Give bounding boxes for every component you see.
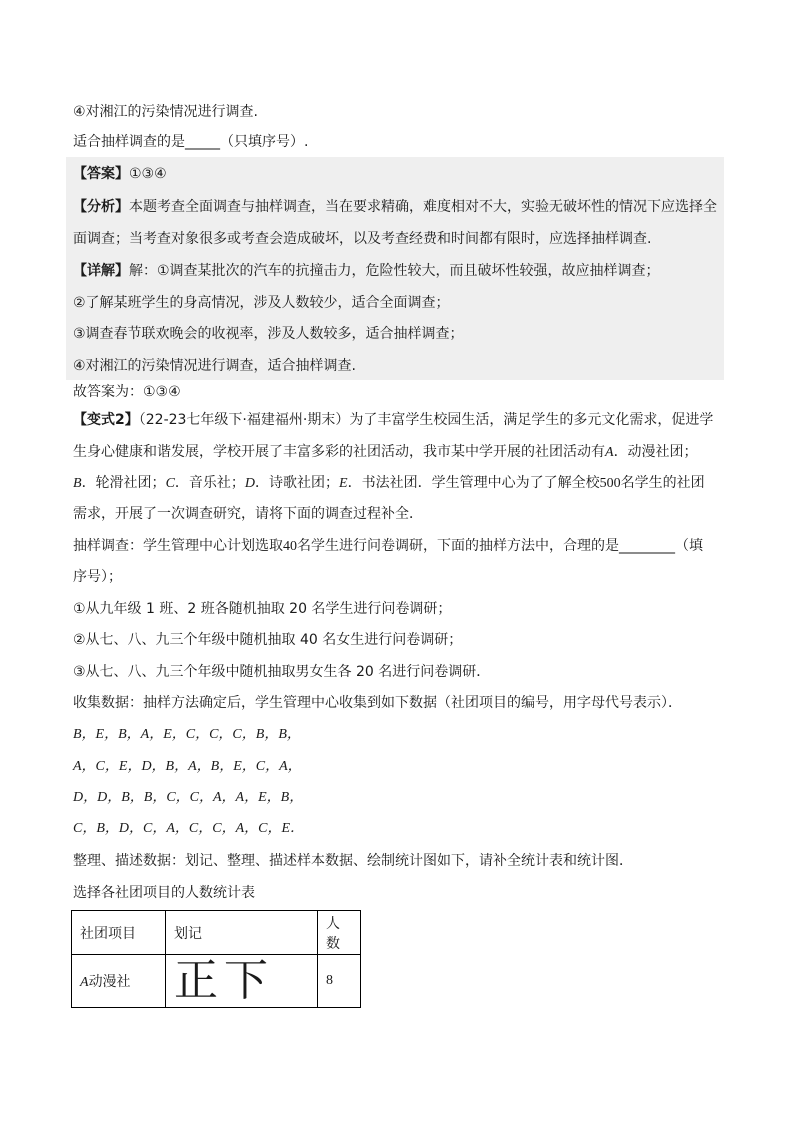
conclusion-line: 故答案为：①③④ [73,384,181,400]
sampling-text-post: 名学生进行问卷调研，下面的抽样方法中，合理的是________（填 [297,538,703,554]
option-2: ②从七、八、九三个年级中随机抽取 40 名女生进行问卷调研； [73,632,463,648]
club-b-name: ．轮滑社团； [81,475,166,491]
variant-line-4: 需求，开展了一次调查研究，请将下面的调查过程补全． [73,506,423,522]
table-header-row [72,911,361,955]
variant-text-3-tail: 名学生的社团 [620,475,705,491]
detail-line-1 [73,260,660,282]
cell-count: 8 [318,955,361,1008]
club-e-name: ．书法社团．学生管理中心为了了解全校 [347,475,600,491]
variant-line-1 [73,409,713,431]
detail-line-3: ③调查春节联欢晚会的收视率，涉及人数较多，适合抽样调查； [73,326,464,342]
variant-text-1: （22-23七年级下·福建福州·期末）为了丰富学生校园生活，满足学生的多元文化需求，促进学 [138,412,714,428]
analysis-text-1: 本题考查全面调查与抽样调查，当在要求精确，难度相对不大，实验无破坏性的情况下应选择全 [129,199,717,215]
answer-line [73,163,167,185]
header-count: 人数 [318,911,361,955]
answer-tag: 【答案】 [73,166,129,182]
letter-e: E [339,476,348,491]
option-3: ③从七、八、九三个年级中随机抽取男女生各 20 名进行问卷调研． [73,664,491,680]
club-d-name: ．诗歌社团； [255,475,340,491]
prompt-prefix: 适合抽样调查的是 [73,134,185,150]
option-1: ①从九年级 1 班、2 班各随机抽取 20 名学生进行问卷调研； [73,601,452,617]
letter-b: B [73,476,82,491]
detail-line-4: ④对湘江的污染情况进行调查，适合抽样调查. [73,358,356,374]
student-total: 500 [599,476,621,491]
sampling-text-pre: 抽样调查：学生管理中心计划选取 [73,538,283,554]
club-name: 动漫社 [88,974,131,990]
data-row-1: B，E，B，A，E，C，C，C，B，B， [73,727,301,742]
detail-tag: 【详解】 [73,263,129,279]
analysis-tag: 【分析】 [73,199,129,215]
data-row-2: A，C，E，D，B，A，B，E，C，A， [73,759,302,774]
table-row [72,955,361,1008]
tally-marks: 正下 [174,955,274,1006]
club-letter: A [80,975,89,990]
item-4-text: ④对湘江的污染情况进行调查. [73,104,259,120]
cell-club [72,955,166,1008]
detail-line-2: ②了解某班学生的身高情况，涉及人数较少，适合全面调查； [73,295,450,311]
variant-line-3 [73,472,705,495]
data-row-3: D，D，B，B，C，C，A，A，E，B， [73,790,304,805]
prompt-suffix: （只填序号）. [220,134,309,150]
letter-a: A [605,445,614,460]
detail-text-1: 解：①调查某批次的汽车的抗撞击力，危险性较大，而且破坏性较强，故应抽样调查； [129,263,660,279]
variant-line-2 [73,441,698,464]
sample-size: 40 [283,539,297,554]
collect-data-text: 收集数据：抽样方法确定后，学生管理中心收集到如下数据（社团项目的编号，用字母代号表示）． [73,695,682,711]
header-club: 社团项目 [72,911,166,955]
letter-c: C [165,476,175,491]
variant-tag: 【变式2】 [73,412,139,428]
question-prompt [73,131,308,153]
table-title: 选择各社团项目的人数统计表 [73,885,255,901]
analysis-line-2: 面调查；当考查对象很多或考查会造成破坏，以及考查经费和时间都有限时，应选择抽样调查. [73,231,652,247]
letter-d: D [244,476,256,491]
sampling-line-1 [73,535,703,558]
header-tally: 划记 [166,911,318,955]
answer-value: ①③④ [129,166,167,182]
data-row-4: C，B，D，C，A，C，C，A，C，E． [73,821,305,836]
cell-tally [166,955,318,1008]
organize-text: 整理、描述数据：划记、整理、描述样本数据、绘制统计图如下，请补全统计表和统计图． [73,853,633,869]
analysis-line-1 [73,196,717,218]
club-a-name: ．动漫社团； [613,444,698,460]
variant-text-2: 生身心健康和谐发展，学校开展了丰富多彩的社团活动，我市某中学开展的社团活动有 [73,444,605,460]
answer-blank: _____ [185,134,220,150]
sampling-line-2: 序号）； [73,569,122,585]
club-count-table [71,910,361,1008]
club-c-name: ．音乐社； [174,475,245,491]
